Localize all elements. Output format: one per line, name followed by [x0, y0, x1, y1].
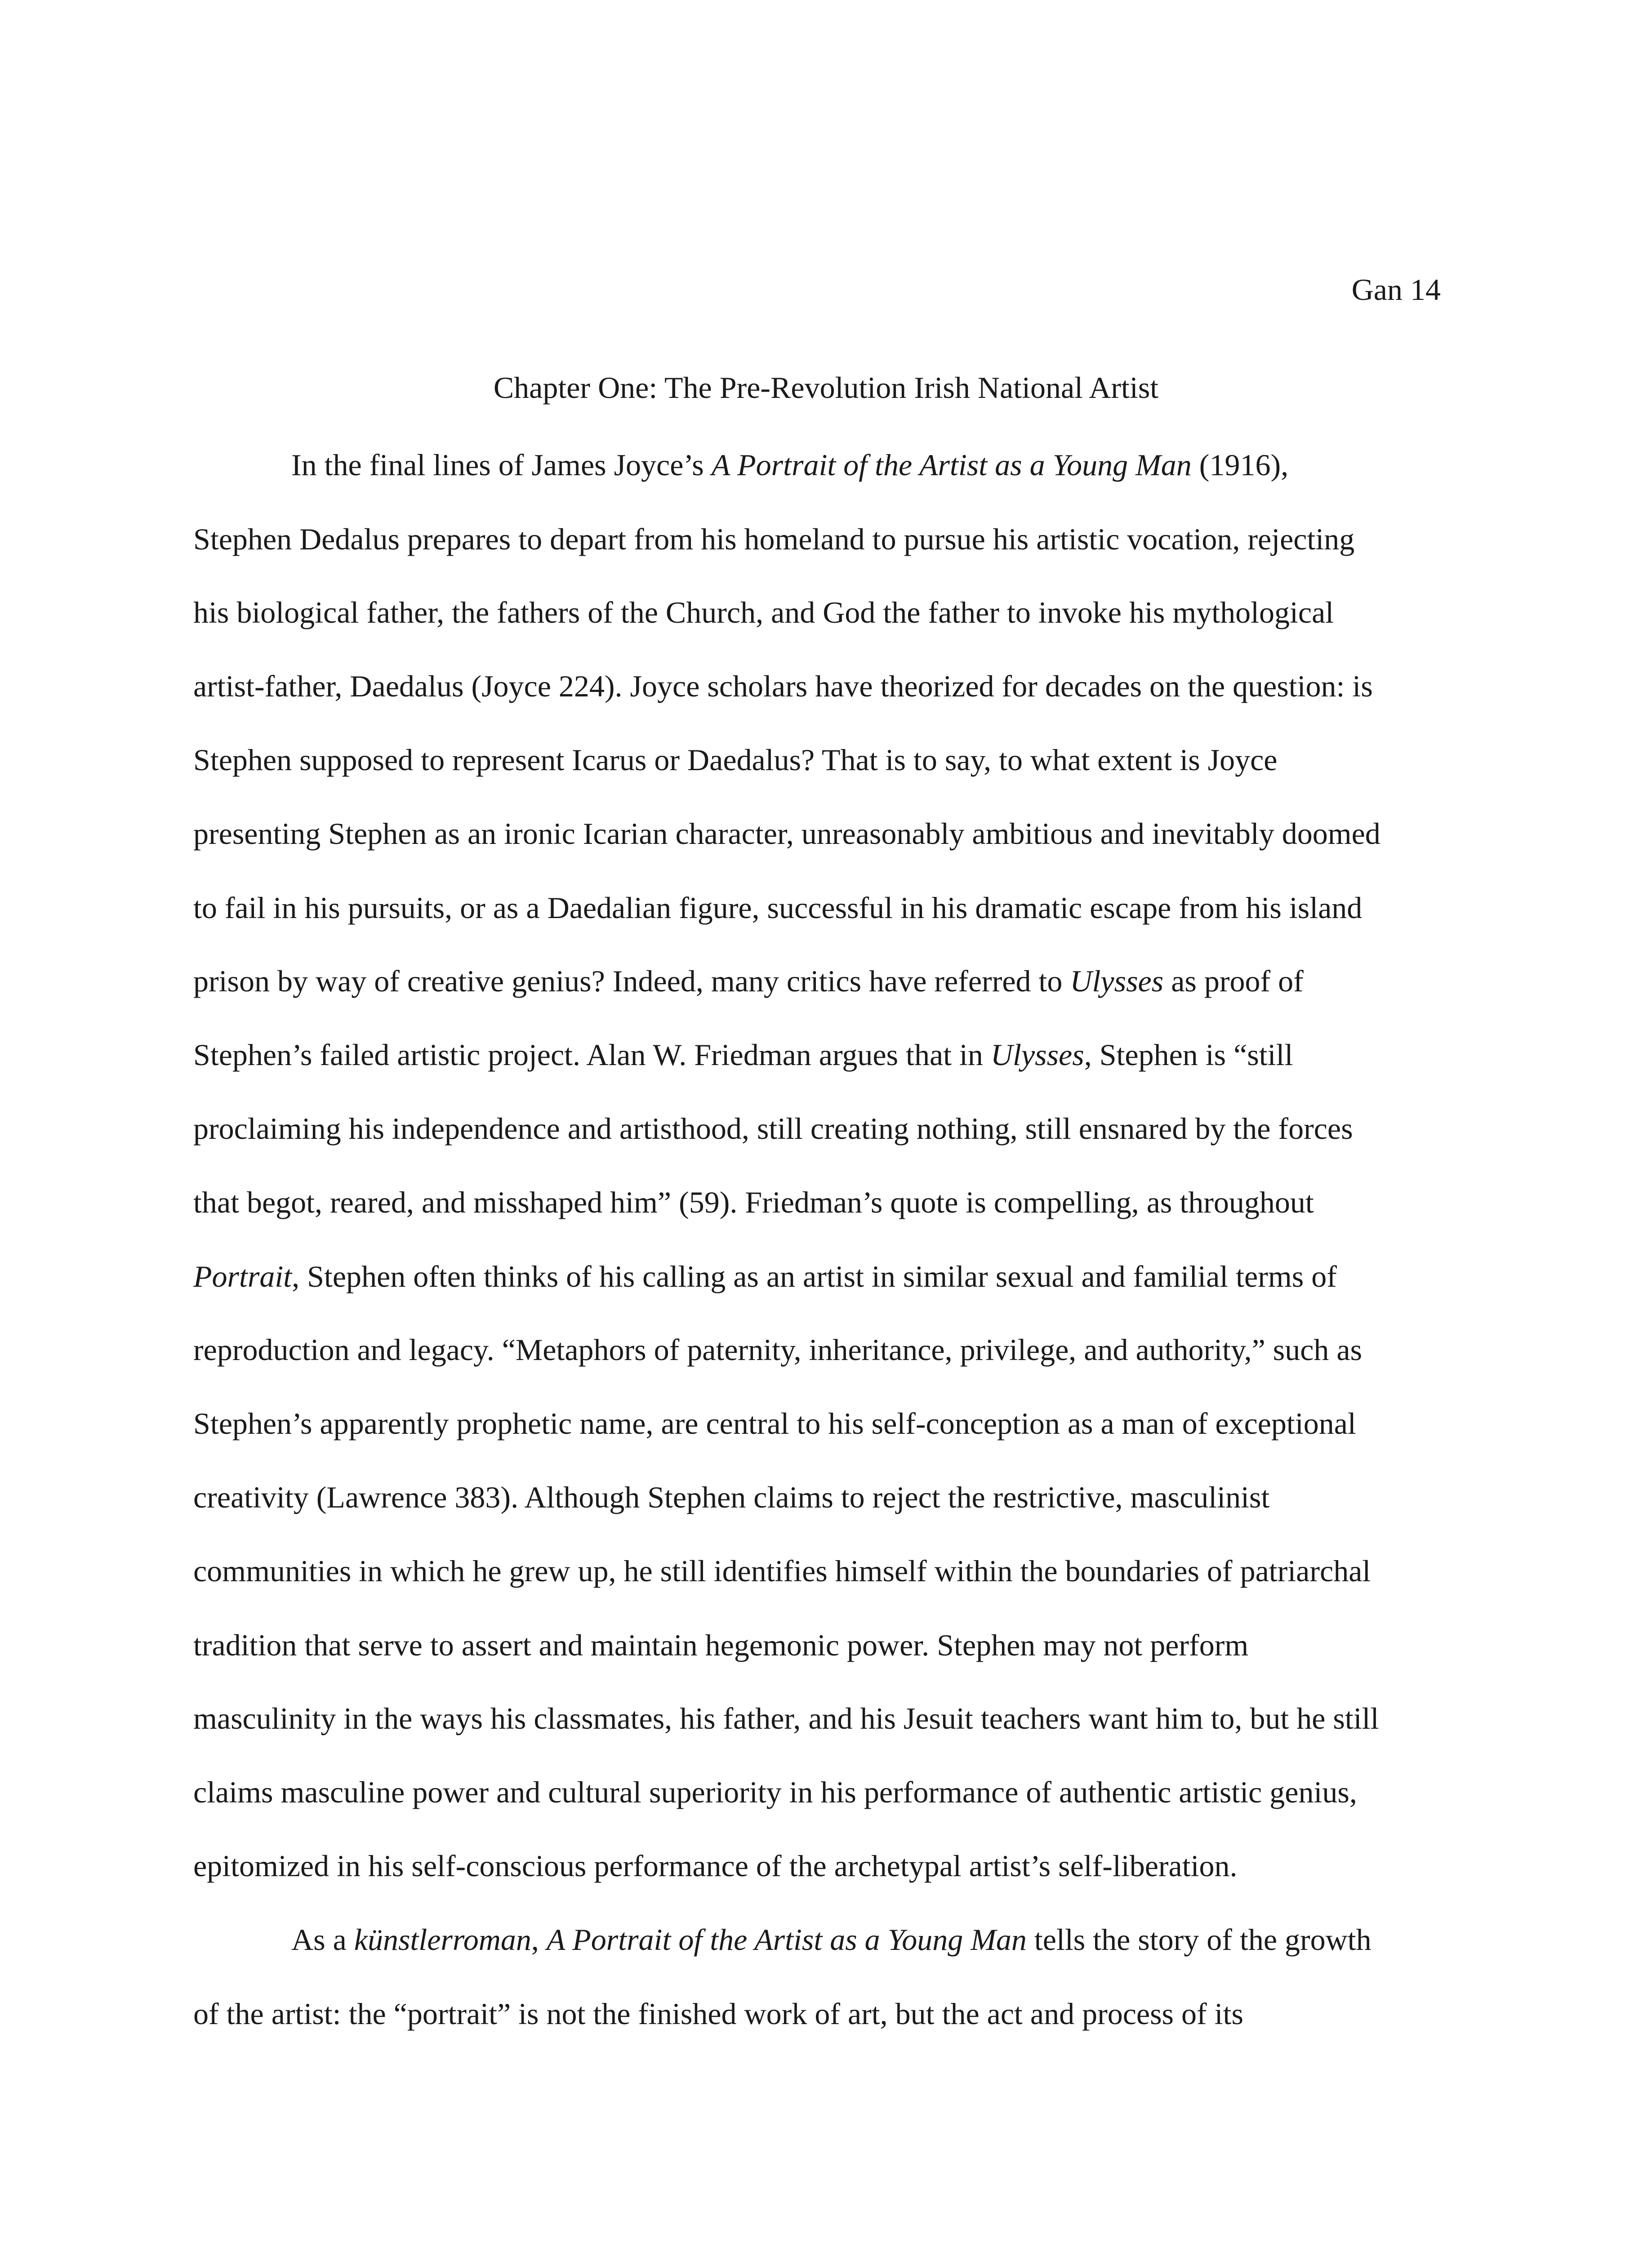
body-line	[193, 892, 1362, 928]
body-line	[291, 450, 1288, 486]
text-segment: proclaiming his independence and artisthood, still creating nothing, still ensnared by the forces	[193, 1111, 1353, 1146]
body-line	[193, 524, 1354, 560]
italic-title-text: Portrait	[193, 1259, 292, 1293]
body-line	[193, 1187, 1314, 1223]
body-line	[193, 1630, 1248, 1666]
italic-title-text: A Portrait of the Artist as a Young Man	[711, 448, 1192, 482]
body-line	[193, 1777, 1357, 1813]
body-line	[193, 818, 1380, 854]
body-line	[193, 745, 1277, 781]
text-segment: as proof of	[1163, 964, 1304, 998]
text-segment: tradition that serve to assert and maintain hegemonic power. Stephen may not perform	[193, 1628, 1249, 1662]
text-segment: , Stephen is “still	[1084, 1038, 1293, 1072]
body-line	[193, 1482, 1269, 1518]
text-segment: communities in which he grew up, he still identifies himself within the boundaries of patriarchal	[193, 1554, 1371, 1588]
text-segment: creativity (Lawrence 383). Although Stephen claims to reject the restrictive, masculinist	[193, 1480, 1270, 1514]
body-line	[193, 1261, 1337, 1297]
text-segment: Stephen Dedalus prepares to depart from his homeland to pursue his artistic vocation, rejecting	[193, 522, 1355, 556]
text-segment: that begot, reared, and misshaped him” (59). Friedman’s quote is compelling, as throughout	[193, 1185, 1314, 1219]
text-segment: epitomized in his self-conscious performance of the archetypal artist’s self-liberation.	[193, 1849, 1238, 1883]
italic-title-text: Ulysses	[990, 1038, 1084, 1072]
text-segment: of the artist: the “portrait” is not the finished work of art, but the act and process of its	[193, 1997, 1243, 2031]
italic-title-text: A Portrait of the Artist as a Young Man	[546, 1922, 1027, 1957]
text-segment: Stephen’s apparently prophetic name, are central to his self-conception as a man of exceptional	[193, 1406, 1356, 1441]
body-line	[193, 1556, 1371, 1592]
body-line	[193, 597, 1334, 633]
text-segment: to fail in his pursuits, or as a Daedalian figure, successful in his dramatic escape from his island	[193, 891, 1363, 925]
body-line	[291, 1924, 1371, 1960]
body-line	[193, 1334, 1362, 1370]
text-segment: prison by way of creative genius? Indeed, many critics have referred to	[193, 964, 1070, 998]
body-line	[193, 1113, 1353, 1149]
running-head: Gan 14	[1351, 272, 1441, 307]
text-segment: As a	[291, 1922, 354, 1957]
body-line	[193, 1703, 1379, 1739]
italic-title-text: Ulysses	[1070, 964, 1164, 998]
text-segment: In the final lines of James Joyce’s	[291, 448, 712, 482]
text-segment: Stephen’s failed artistic project. Alan W. Friedman argues that in	[193, 1038, 991, 1072]
body-line	[193, 966, 1304, 1002]
text-segment: (1916),	[1191, 448, 1289, 482]
text-segment: his biological father, the fathers of the Church, and God the father to invoke his mythological	[193, 595, 1334, 629]
text-segment: presenting Stephen as an ironic Icarian character, unreasonably ambitious and inevitably doomed	[193, 816, 1380, 851]
text-segment: masculinity in the ways his classmates, his father, and his Jesuit teachers want him to, but he still	[193, 1701, 1379, 1735]
body-line	[193, 1851, 1238, 1887]
text-segment: claims masculine power and cultural superiority in his performance of authentic artistic genius,	[193, 1775, 1357, 1809]
body-line	[193, 671, 1373, 707]
text-segment: reproduction and legacy. “Metaphors of paternity, inheritance, privilege, and authority,” such as	[193, 1333, 1363, 1367]
text-segment: Stephen supposed to represent Icarus or Daedalus? That is to say, to what extent is Joyce	[193, 743, 1278, 777]
text-segment: artist-father, Daedalus (Joyce 224). Joyce scholars have theorized for decades on the question: is	[193, 669, 1373, 703]
text-segment: tells the story of the growth	[1026, 1922, 1371, 1957]
italic-title-text: künstlerroman	[354, 1922, 531, 1957]
body-line	[193, 1039, 1293, 1075]
body-line	[193, 1408, 1356, 1444]
text-segment: ,	[531, 1922, 547, 1957]
text-segment: , Stephen often thinks of his calling as an artist in similar sexual and familial terms of	[292, 1259, 1337, 1293]
body-line	[193, 1998, 1243, 2034]
chapter-title: Chapter One: The Pre-Revolution Irish National Artist	[493, 370, 1159, 405]
